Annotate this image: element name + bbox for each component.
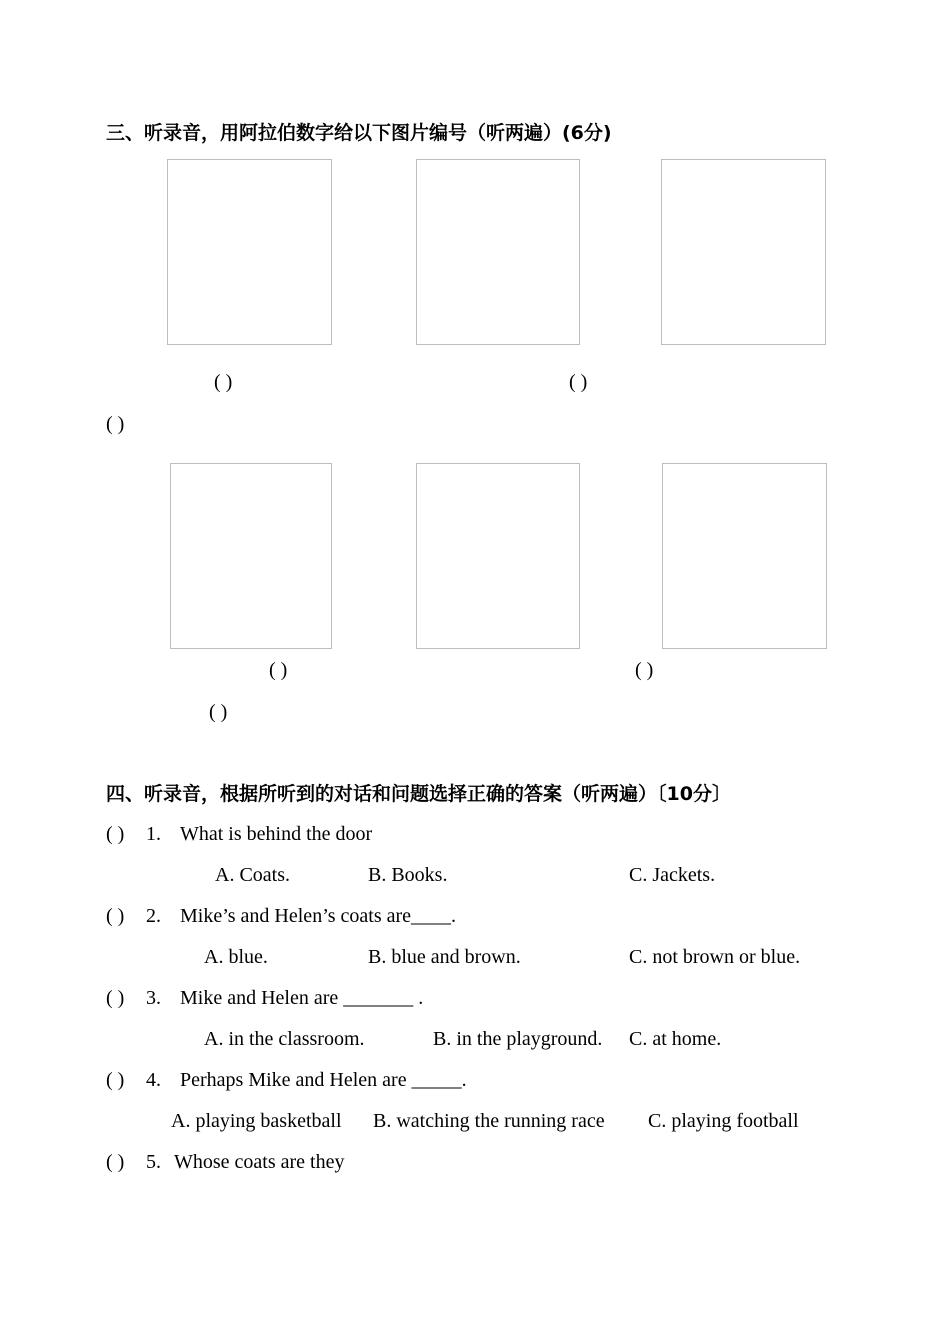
- section-3-heading: 三、听录音，用阿拉伯数字给以下图片编号（听两遍）(6分): [106, 122, 612, 144]
- picture-box: [167, 159, 332, 345]
- question-text: Perhaps Mike and Helen are _____.: [180, 1069, 467, 1091]
- answer-blank[interactable]: ( ): [106, 413, 125, 435]
- answer-blank[interactable]: ( ): [635, 659, 654, 681]
- picture-box: [661, 159, 826, 345]
- question-text: What is behind the door: [180, 823, 373, 845]
- picture-box: [416, 159, 580, 345]
- option-a: A. Coats.: [215, 864, 290, 886]
- question-number: 1.: [146, 823, 161, 845]
- answer-blank[interactable]: ( ): [269, 659, 288, 681]
- question-text: Whose coats are they: [174, 1151, 345, 1173]
- option-c: C. Jackets.: [629, 864, 716, 886]
- picture-box: [416, 463, 580, 649]
- option-a: A. playing basketball: [171, 1110, 342, 1132]
- question-number: 4.: [146, 1069, 161, 1091]
- option-c: C. playing football: [648, 1110, 799, 1132]
- answer-blank[interactable]: ( ): [209, 701, 228, 723]
- option-b: B. watching the running race: [373, 1110, 605, 1132]
- question-text: Mike and Helen are _______ .: [180, 987, 424, 1009]
- answer-paren[interactable]: ( ): [106, 1151, 125, 1173]
- option-b: B. blue and brown.: [368, 946, 521, 968]
- option-a: A. blue.: [204, 946, 268, 968]
- answer-paren[interactable]: ( ): [106, 987, 125, 1009]
- picture-box: [170, 463, 332, 649]
- option-b: B. Books.: [368, 864, 448, 886]
- option-c: C. not brown or blue.: [629, 946, 801, 968]
- answer-blank[interactable]: ( ): [569, 371, 588, 393]
- option-c: C. at home.: [629, 1028, 722, 1050]
- answer-blank[interactable]: ( ): [214, 371, 233, 393]
- question-number: 2.: [146, 905, 161, 927]
- section-4-heading: 四、听录音，根据所听到的对话和问题选择正确的答案（听两遍）〔10分〕: [106, 783, 731, 805]
- question-text: Mike’s and Helen’s coats are____.: [180, 905, 457, 927]
- question-number: 3.: [146, 987, 161, 1009]
- option-a: A. in the classroom.: [204, 1028, 365, 1050]
- question-number: 5.: [146, 1151, 161, 1173]
- answer-paren[interactable]: ( ): [106, 823, 125, 845]
- picture-box: [662, 463, 827, 649]
- answer-paren[interactable]: ( ): [106, 1069, 125, 1091]
- option-b: B. in the playground.: [433, 1028, 603, 1050]
- answer-paren[interactable]: ( ): [106, 905, 125, 927]
